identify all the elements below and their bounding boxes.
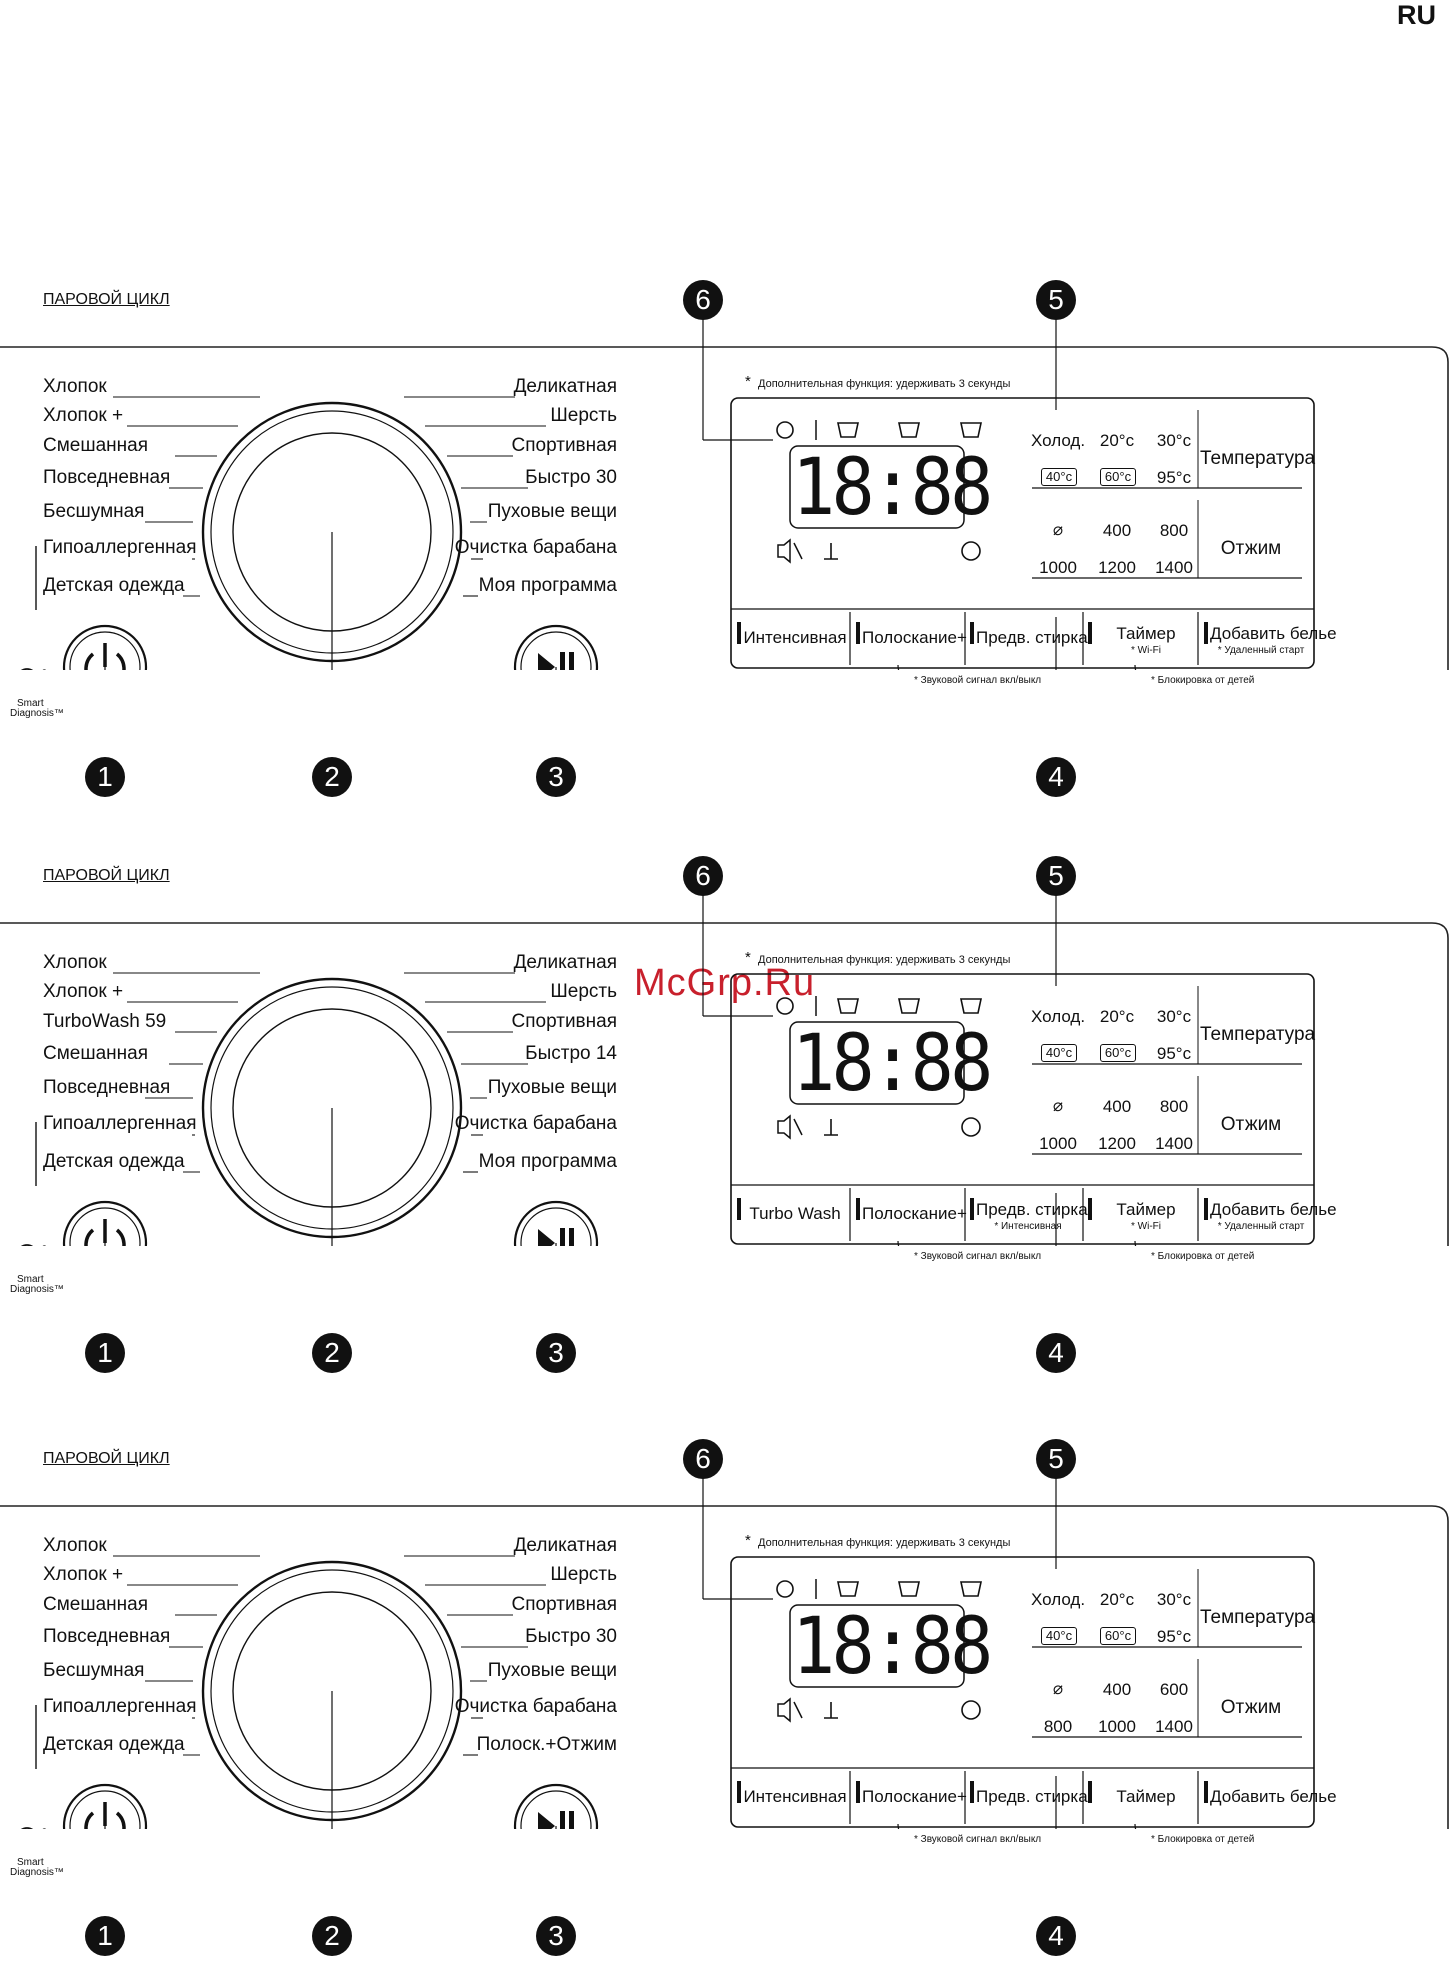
temperature-value[interactable]: 60°c: [1100, 468, 1136, 486]
option-button-4[interactable]: Таймер: [1116, 624, 1176, 643]
temperature-value[interactable]: 60°c: [1100, 1627, 1136, 1645]
temperature-value[interactable]: 30°c: [1156, 1007, 1192, 1026]
extra-function-note: Дополнительная функция: удерживать 3 секунды: [758, 378, 1011, 390]
program-group-header: ПАРОВОЙ ЦИКЛ: [43, 867, 170, 884]
pause-icon-bar: [569, 1811, 574, 1829]
program-label-left[interactable]: Хлопок: [43, 952, 107, 973]
option-button-2[interactable]: Полоскание+: [862, 628, 967, 647]
smart-diagnosis-icon: [17, 669, 37, 670]
option-indicator: [856, 1781, 860, 1803]
sound-off-icon: [778, 1699, 802, 1721]
extra-function-note: Дополнительная функция: удерживать 3 секунды: [758, 1537, 1011, 1549]
smart-label: Smart: [17, 1857, 44, 1868]
steam-icon: [838, 1582, 858, 1596]
pause-icon-bar: [560, 1228, 565, 1246]
program-label-right[interactable]: Очистка барабана: [454, 1113, 617, 1134]
panel-drawing: [0, 1359, 1452, 1829]
option-sub-label: * Интенсивная: [994, 1221, 1062, 1232]
callout-3: 3: [536, 1333, 576, 1373]
lock-icon: [824, 1119, 838, 1135]
option-button-5[interactable]: Добавить белье: [1210, 624, 1337, 643]
spin-value[interactable]: 1400: [1155, 1134, 1193, 1153]
option-button-4[interactable]: Таймер: [1116, 1787, 1176, 1806]
panel-outline: [0, 347, 1448, 670]
no-spin-icon: ⌀: [1052, 1096, 1064, 1115]
program-label-right[interactable]: Спортивная: [511, 435, 617, 456]
program-label-left[interactable]: Хлопок: [43, 376, 107, 397]
steam-icon: [961, 423, 981, 437]
temperature-value[interactable]: Холод.: [1031, 1590, 1086, 1609]
spin-value[interactable]: 800: [1159, 521, 1189, 540]
panel-outline: [0, 923, 1448, 1246]
ai-icon: [777, 1581, 793, 1597]
program-label-left[interactable]: Гипоаллергенная: [43, 537, 197, 558]
spin-value[interactable]: 1000: [1098, 1717, 1136, 1736]
steam-icon: [838, 423, 858, 437]
footnote-sound: * Звуковой сигнал вкл/выкл: [914, 1834, 1042, 1845]
note-star: *: [745, 949, 751, 966]
program-label-right[interactable]: Очистка барабана: [454, 1696, 617, 1717]
option-indicator: [1088, 622, 1092, 644]
option-button-3[interactable]: Предв. стирка: [976, 1787, 1088, 1806]
program-label-left[interactable]: Хлопок +: [43, 405, 124, 426]
callout-5: 5: [1036, 280, 1076, 320]
program-label-right[interactable]: Быстро 30: [525, 467, 617, 488]
program-label-left[interactable]: Бесшумная: [43, 501, 145, 522]
spin-value[interactable]: 400: [1102, 1097, 1132, 1116]
option-indicator: [737, 622, 741, 644]
callout-2: 2: [312, 757, 352, 797]
program-label-right[interactable]: Пуховые вещи: [487, 1660, 617, 1681]
play-icon: [538, 1812, 555, 1829]
temperature-value[interactable]: 30°c: [1156, 431, 1192, 450]
program-label-right[interactable]: Шерсть: [550, 1564, 617, 1585]
program-label-left[interactable]: Гипоаллергенная: [43, 1113, 197, 1134]
option-button-1[interactable]: Интенсивная: [743, 1787, 847, 1806]
drum-icon: [962, 1701, 980, 1719]
option-indicator: [737, 1198, 741, 1220]
program-label-left[interactable]: Детская одежда: [43, 575, 185, 596]
spin-value[interactable]: 800: [1043, 1717, 1073, 1736]
option-indicator: [856, 622, 860, 644]
program-label-right[interactable]: Быстро 14: [525, 1043, 617, 1064]
temperature-button-label[interactable]: Температура: [1200, 448, 1316, 469]
callout-5: 5: [1036, 856, 1076, 896]
phone-icon: [34, 669, 51, 670]
drum-icon: [962, 542, 980, 560]
option-indicator: [1204, 622, 1208, 644]
smart-label: Smart: [17, 1274, 44, 1285]
program-label-left[interactable]: Смешанная: [43, 435, 149, 456]
option-indicator: [1088, 1781, 1092, 1803]
program-label-left[interactable]: Бесшумная: [43, 1660, 145, 1681]
program-label-right[interactable]: Моя программа: [478, 1151, 617, 1172]
program-label-right[interactable]: Шерсть: [550, 981, 617, 1002]
program-label-left[interactable]: Хлопок +: [43, 1564, 124, 1585]
program-label-right[interactable]: Быстро 30: [525, 1626, 617, 1647]
language-code: RU: [1397, 0, 1436, 30]
callout-2: 2: [312, 1916, 352, 1956]
program-group-header: ПАРОВОЙ ЦИКЛ: [43, 291, 170, 308]
program-label-left[interactable]: Смешанная: [43, 1043, 149, 1064]
callout-5: 5: [1036, 1439, 1076, 1479]
callout-4: 4: [1036, 757, 1076, 797]
spin-value[interactable]: 1200: [1098, 558, 1136, 577]
program-label-left[interactable]: Повседневная: [43, 1626, 171, 1647]
option-button-5[interactable]: Добавить белье: [1210, 1200, 1337, 1219]
note-star: *: [745, 1532, 751, 1549]
steam-icon: [961, 999, 981, 1013]
ai-icon: [777, 422, 793, 438]
option-button-3[interactable]: Предв. стирка: [976, 628, 1088, 647]
digit-display: 18:88: [792, 443, 990, 533]
steam-icon: [899, 999, 919, 1013]
program-label-right[interactable]: Пуховые вещи: [487, 1077, 617, 1098]
program-label-left[interactable]: Повседневная: [43, 467, 171, 488]
note-star: *: [745, 373, 751, 390]
program-label-right[interactable]: Деликатная: [513, 1535, 617, 1556]
temperature-value[interactable]: 40°c: [1041, 1627, 1077, 1645]
option-button-2[interactable]: Полоскание+: [862, 1787, 967, 1806]
option-sub-label: * Удаленный старт: [1217, 645, 1305, 656]
program-label-right[interactable]: Спортивная: [511, 1011, 617, 1032]
program-label-right[interactable]: Деликатная: [513, 952, 617, 973]
footnote-child-lock: * Блокировка от детей: [1151, 675, 1255, 686]
option-sub-label: * Wi-Fi: [1131, 645, 1161, 656]
steam-icon: [899, 423, 919, 437]
diagnosis-label: Diagnosis™: [10, 1867, 64, 1878]
spin-value[interactable]: 400: [1102, 1680, 1132, 1699]
program-label-right[interactable]: Деликатная: [513, 376, 617, 397]
lock-icon: [824, 543, 838, 559]
spin-value[interactable]: 800: [1159, 1097, 1189, 1116]
pause-icon-bar: [569, 1228, 574, 1246]
program-label-left[interactable]: Повседневная: [43, 1077, 171, 1098]
diagnosis-label: Diagnosis™: [10, 708, 64, 719]
option-sub-label: * Удаленный старт: [1217, 1221, 1305, 1232]
option-sub-label: * Wi-Fi: [1131, 1221, 1161, 1232]
watermark: McGrp.Ru: [634, 962, 816, 1004]
panel-drawing: [0, 200, 1452, 670]
temperature-value[interactable]: 20°c: [1099, 431, 1135, 450]
option-indicator: [737, 1781, 741, 1803]
program-label-left[interactable]: Хлопок +: [43, 981, 124, 1002]
option-button-1[interactable]: Интенсивная: [743, 628, 847, 647]
callout-6: 6: [683, 1439, 723, 1479]
pause-icon-bar: [569, 652, 574, 670]
callout-3: 3: [536, 1916, 576, 1956]
pause-icon-bar: [560, 1811, 565, 1829]
program-label-right[interactable]: Шерсть: [550, 405, 617, 426]
start-pause-button-ring: [521, 632, 591, 670]
program-label-left[interactable]: Хлопок: [43, 1535, 107, 1556]
callout-6: 6: [683, 280, 723, 320]
temperature-value[interactable]: 95°c: [1156, 1044, 1192, 1063]
option-button-3[interactable]: Предв. стирка: [976, 1200, 1088, 1219]
panel-outline: [0, 1506, 1448, 1829]
play-icon: [538, 653, 555, 670]
start-pause-button-ring: [521, 1208, 591, 1246]
footnote-child-lock: * Блокировка от детей: [1151, 1251, 1255, 1262]
steam-icon: [961, 1582, 981, 1596]
spin-value[interactable]: 600: [1159, 1680, 1189, 1699]
spin-value[interactable]: 1000: [1039, 1134, 1077, 1153]
callout-4: 4: [1036, 1916, 1076, 1956]
option-button-2[interactable]: Полоскание+: [862, 1204, 967, 1223]
control-panel-diagram: [0, 1359, 1452, 1951]
spin-value[interactable]: 400: [1102, 521, 1132, 540]
option-indicator: [1088, 1198, 1092, 1220]
play-icon: [538, 1229, 555, 1246]
callout-2: 2: [312, 1333, 352, 1373]
drum-icon: [962, 1118, 980, 1136]
program-label-right[interactable]: Моя программа: [478, 575, 617, 596]
temperature-value[interactable]: Холод.: [1031, 431, 1086, 450]
temperature-button-label[interactable]: Температура: [1200, 1024, 1316, 1045]
program-group-header: ПАРОВОЙ ЦИКЛ: [43, 1450, 170, 1467]
spin-button-label[interactable]: Отжим: [1220, 538, 1282, 559]
spin-value[interactable]: 1000: [1039, 558, 1077, 577]
spin-value[interactable]: 1400: [1155, 558, 1193, 577]
program-label-right[interactable]: Спортивная: [511, 1594, 617, 1615]
option-indicator: [970, 622, 974, 644]
program-label-right[interactable]: Очистка барабана: [454, 537, 617, 558]
option-indicator: [856, 1198, 860, 1220]
program-label-left[interactable]: Детская одежда: [43, 1734, 185, 1755]
option-indicator: [970, 1198, 974, 1220]
spin-button-label[interactable]: Отжим: [1220, 1114, 1282, 1135]
temperature-value[interactable]: Холод.: [1031, 1007, 1086, 1026]
program-label-left[interactable]: TurboWash 59: [43, 1011, 167, 1032]
steam-icon: [838, 999, 858, 1013]
callout-1: 1: [85, 757, 125, 797]
control-panel-diagram: [0, 776, 1452, 1368]
temperature-value[interactable]: 40°c: [1041, 468, 1077, 486]
footnote-sound: * Звуковой сигнал вкл/выкл: [914, 675, 1042, 686]
option-indicator: [1204, 1198, 1208, 1220]
temperature-value[interactable]: 20°c: [1099, 1007, 1135, 1026]
callout-1: 1: [85, 1916, 125, 1956]
callout-4: 4: [1036, 1333, 1076, 1373]
control-panel-diagram: [0, 200, 1452, 792]
callout-6: 6: [683, 856, 723, 896]
spin-value[interactable]: 1200: [1098, 1134, 1136, 1153]
option-indicator: [970, 1781, 974, 1803]
program-label-right[interactable]: Пуховые вещи: [487, 501, 617, 522]
steam-icon: [899, 1582, 919, 1596]
no-spin-icon: ⌀: [1052, 1679, 1064, 1698]
panel-drawing: [0, 776, 1452, 1246]
temperature-value[interactable]: 20°c: [1099, 1590, 1135, 1609]
digit-display: 18:88: [792, 1602, 990, 1692]
no-spin-icon: ⌀: [1052, 520, 1064, 539]
digit-display: 18:88: [792, 1019, 990, 1109]
option-button-1[interactable]: Turbo Wash: [749, 1204, 841, 1223]
option-button-5[interactable]: Добавить белье: [1210, 1787, 1337, 1806]
temperature-value[interactable]: 95°c: [1156, 468, 1192, 487]
program-label-right[interactable]: Полоск.+Отжим: [476, 1734, 617, 1755]
temperature-value[interactable]: 60°c: [1100, 1044, 1136, 1062]
program-label-left[interactable]: Смешанная: [43, 1594, 149, 1615]
pause-icon-bar: [560, 652, 565, 670]
sound-off-icon: [778, 1116, 802, 1138]
sound-off-icon: [778, 540, 802, 562]
diagnosis-label: Diagnosis™: [10, 1284, 64, 1295]
phone-icon: [34, 1828, 51, 1829]
temperature-button-label[interactable]: Температура: [1200, 1607, 1316, 1628]
spin-button-label[interactable]: Отжим: [1220, 1697, 1282, 1718]
temperature-value[interactable]: 95°c: [1156, 1627, 1192, 1646]
option-button-4[interactable]: Таймер: [1116, 1200, 1176, 1219]
smart-label: Smart: [17, 698, 44, 709]
callout-3: 3: [536, 757, 576, 797]
start-pause-button-ring: [521, 1791, 591, 1829]
callout-1: 1: [85, 1333, 125, 1373]
smart-diagnosis-icon: [17, 1245, 37, 1246]
program-label-left[interactable]: Детская одежда: [43, 1151, 185, 1172]
ai-icon: [777, 998, 793, 1014]
footnote-child-lock: * Блокировка от детей: [1151, 1834, 1255, 1845]
temperature-value[interactable]: 40°c: [1041, 1044, 1077, 1062]
footnote-sound: * Звуковой сигнал вкл/выкл: [914, 1251, 1042, 1262]
spin-value[interactable]: 1400: [1155, 1717, 1193, 1736]
smart-diagnosis-icon: [17, 1828, 37, 1829]
extra-function-note: Дополнительная функция: удерживать 3 секунды: [758, 954, 1011, 966]
phone-icon: [34, 1245, 51, 1246]
temperature-value[interactable]: 30°c: [1156, 1590, 1192, 1609]
lock-icon: [824, 1702, 838, 1718]
program-label-left[interactable]: Гипоаллергенная: [43, 1696, 197, 1717]
option-indicator: [1204, 1781, 1208, 1803]
